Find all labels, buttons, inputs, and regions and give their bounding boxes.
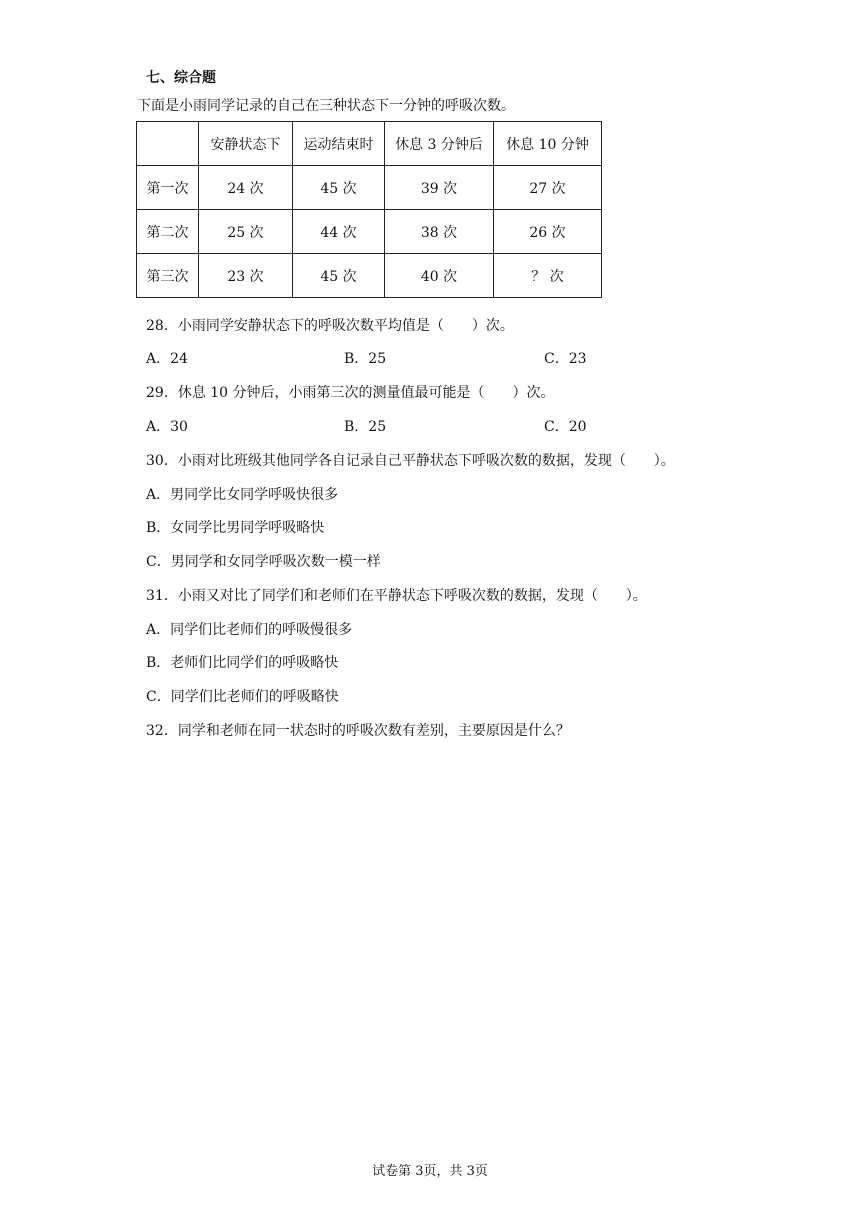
table-cell: 第一次: [137, 166, 199, 210]
question-30-option-a[interactable]: A．男同学比女同学呼吸快很多: [146, 487, 339, 503]
question-29-option-a[interactable]: A．30: [146, 419, 188, 435]
question-28: 28．小雨同学安静状态下的呼吸次数平均值是（ ）次。: [146, 318, 514, 334]
question-29-option-b[interactable]: B．25: [344, 419, 387, 435]
table-cell: 第三次: [137, 254, 199, 298]
question-28-option-a[interactable]: A．24: [146, 351, 188, 367]
table-header-cell: 安静状态下: [199, 122, 293, 166]
question-29-option-c[interactable]: C．20: [544, 419, 587, 435]
table-header-cell: 休息 3 分钟后: [385, 122, 494, 166]
table-cell: 38 次: [385, 210, 494, 254]
question-31-option-a[interactable]: A．同学们比老师们的呼吸慢很多: [146, 622, 353, 638]
table-header-cell: 运动结束时: [293, 122, 385, 166]
table-cell: 27 次: [494, 166, 602, 210]
table-cell: 45 次: [293, 254, 385, 298]
table-cell: 39 次: [385, 166, 494, 210]
table-row: [137, 210, 602, 254]
table-cell: 23 次: [199, 254, 293, 298]
question-30-option-b[interactable]: B．女同学比男同学呼吸略快: [146, 520, 325, 536]
table-cell: 45 次: [293, 166, 385, 210]
table-row: [137, 166, 602, 210]
question-31-option-c[interactable]: C．同学们比老师们的呼吸略快: [146, 689, 339, 705]
table-cell: 40 次: [385, 254, 494, 298]
section-title: 七、综合题: [146, 70, 216, 86]
question-29: 29．休息 10 分钟后，小雨第三次的测量值最可能是（ ）次。: [146, 385, 555, 401]
question-30: 30．小雨对比班级其他同学各自记录自己平静状态下呼吸次数的数据，发现（ ）。: [146, 453, 675, 469]
table-cell: ？ 次: [494, 254, 602, 298]
table-cell: 25 次: [199, 210, 293, 254]
table-row: [137, 254, 602, 298]
intro-text: 下面是小雨同学记录的自己在三种状态下一分钟的呼吸次数。: [137, 98, 515, 114]
question-31: 31．小雨又对比了同学们和老师们在平静状态下呼吸次数的数据，发现（ ）。: [146, 588, 647, 604]
question-31-option-b[interactable]: B．老师们比同学们的呼吸略快: [146, 655, 339, 671]
breathing-table: [136, 121, 602, 298]
table-cell: 26 次: [494, 210, 602, 254]
table-header-cell: [137, 122, 199, 166]
question-32: 32．同学和老师在同一状态时的呼吸次数有差别，主要原因是什么？: [146, 723, 570, 739]
table-cell: 24 次: [199, 166, 293, 210]
table-header-cell: 休息 10 分钟: [494, 122, 602, 166]
question-30-option-c[interactable]: C．男同学和女同学呼吸次数一模一样: [146, 554, 381, 570]
page-footer: 试卷第 3页，共 3页: [372, 1164, 488, 1179]
table-header-row: [137, 122, 602, 166]
question-28-option-c[interactable]: C．23: [544, 351, 587, 367]
table-cell: 44 次: [293, 210, 385, 254]
table-cell: 第二次: [137, 210, 199, 254]
question-28-option-b[interactable]: B．25: [344, 351, 387, 367]
